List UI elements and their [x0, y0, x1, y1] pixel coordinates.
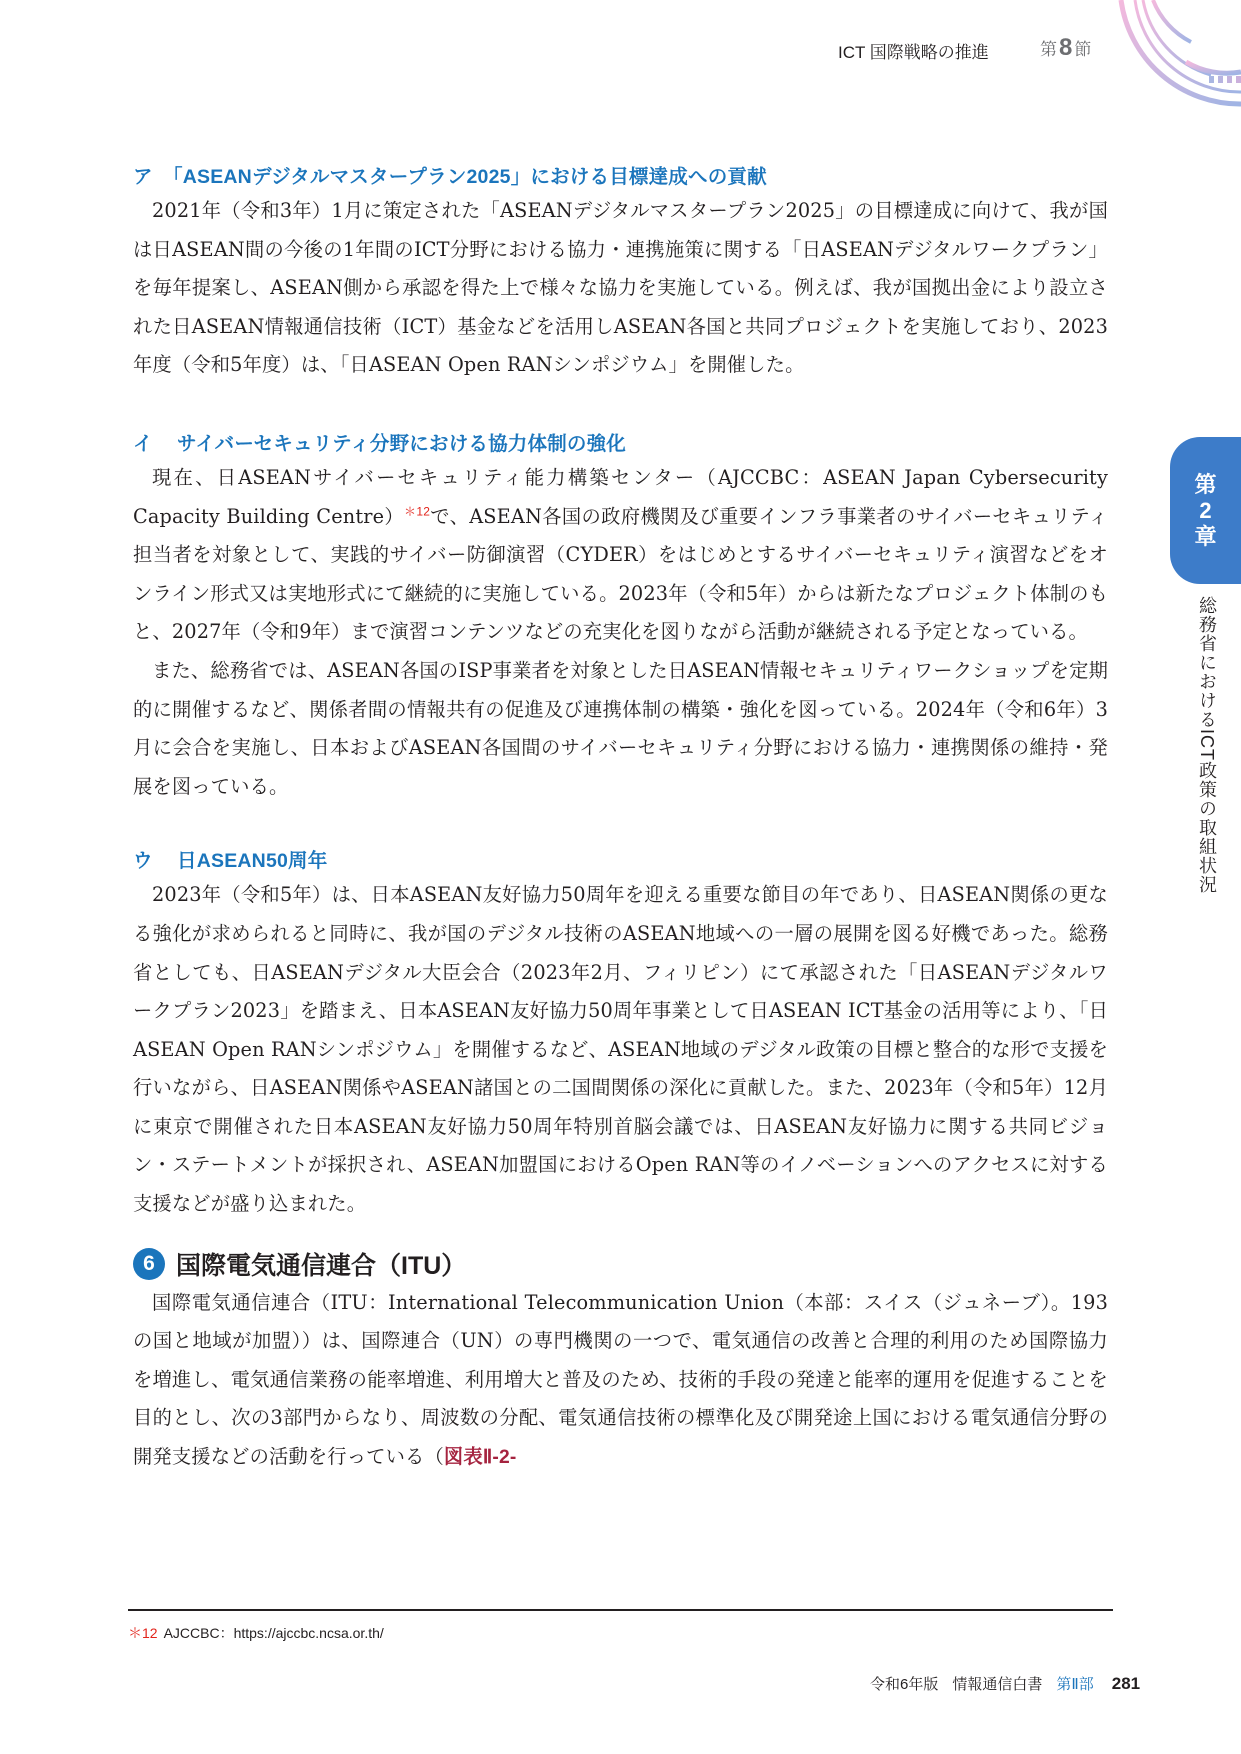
footnote-url[interactable]: AJCCBC：https://ajccbc.ncsa.or.th/ [163, 1625, 384, 1641]
running-title: ICT 国際戦略の推進 [838, 43, 989, 62]
chapter-side-title: 総務省におけるICT政策の取組状況 [1197, 596, 1217, 894]
decorative-arc-graphic [1091, 0, 1241, 110]
subsection-heading-a: ア 「ASEANデジタルマスタープラン2025」における目標達成への貢献 [133, 166, 767, 188]
paragraph-asean-50th: 2023年（令和5年）は、日本ASEAN友好協力50周年を迎える重要な節目の年であり、日ASEAN関係の更なる強化が求められると同時に、我が国のデジタル技術のASEAN地域への一層の展開を図る好機であった。総務省としても、日ASEANデジタル大臣会合（2023年2月、フィリピン）にて承認された「日ASEANデジタルワークプラン2023」を踏まえ、日本ASEAN友好協力50周年事業として日ASEAN ICT基金の活用等により、「日ASEAN Open RANシンポジウム」を開催するなど、ASEAN地域のデジタル政策の目標と整合的な形で支援を行いながら、日ASEAN関係やASEAN諸国との二国間関係の深化に貢献した。また、2023年（令和5年）12月に東京で開催された日本ASEAN友好協力50周年特別首脳会議では、日ASEAN友好協力に関する共同ビジョン・ステートメントが採択され、ASEAN加盟国におけるOpen RAN等のイノベーションへのアクセスに対する支援などが盛り込まれた。 [133, 883, 1108, 1216]
page-number: 281 [1111, 1674, 1141, 1693]
paragraph-isp-workshop: また、総務省では、ASEAN各国のISP事業者を対象とした日ASEAN情報セキュリティワークショップを定期的に開催するなど、関係者間の情報共有の促進及び連携体制の構築・強化を図っている。2024年（令和6年）3月に会合を実施し、日本およびASEAN各国間のサイバーセキュリティ分野における協力・連携関係の維持・発展を図っている。 [133, 658, 1108, 798]
main-content [133, 162, 1108, 1478]
figure-reference-link[interactable]: 図表Ⅱ-2- [443, 1447, 517, 1469]
subsection-heading-i: イ サイバーセキュリティ分野における協力体制の強化 [133, 432, 627, 455]
footnote-12: ＊12 AJCCBC：https://ajccbc.ncsa.or.th/ [128, 1625, 384, 1641]
footnote-divider [128, 1609, 1113, 1611]
page-footer: 令和6年版 情報通信白書 第Ⅱ部 281 [870, 1674, 1141, 1693]
section-heading-itu: 6 国際電気通信連合（ITU） [133, 1246, 1108, 1282]
chapter-tab[interactable]: 第 2 章 [1170, 437, 1241, 584]
subsection-heading-u: ウ 日ASEAN50周年 [133, 850, 328, 873]
paragraph-asean-masterplan: 2021年（令和3年）1月に策定された「ASEANデジタルマスタープラン2025」の目標達成に向けて、我が国は日ASEAN間の今後の1年間のICT分野における協力・連携施策に関する「日ASEANデジタルワークプラン」を毎年提案し、ASEAN側から承認を得た上で様々な協力を実施している。例えば、我が国拠出金により設立された日ASEAN情報通信技術（ICT）基金などを活用しASEAN各国と共同プロジェクトを実施しており、2023年度（令和5年度）は、「日ASEAN Open RANシンポジウム」を開催した。 [133, 199, 1108, 377]
footnote-ref-12[interactable]: ＊12 [404, 504, 431, 519]
section-number: 第8 節 [1040, 34, 1092, 61]
paragraph-ajccbc: 現在、日ASEANサイバーセキュリティ能力構築センター（AJCCBC：ASEAN Japan Cybersecurity Capacity Building Centre）$^{*12}$で、ASEAN各国の政府機関及び重要インフラ事業者のサイバーセキュリティ担当者を対象として、実践的サイバー防御演習（CYDER）をはじめとするサイバーセキュリティ演習などをオンライン形式又は実地形式にて継続的に実施している。2023年（令和5年）からは新たなプロジェクト体制のもと、2027年（令和9年）まで演習コンテンツなどの充実化を図りながら活動が継続される予定となっている。 [133, 465, 1108, 644]
paragraph-itu: 国際電気通信連合（ITU：International Telecommunication Union（本部：スイス（ジュネーブ）。193の国と地域が加盟））は、国際連合（UN）の専門機関の一つで、電気通信の改善と合理的利用のため国際協力を増進し、電気通信業務の能率増進、利用増大と普及のため、技術的手段の発達と能率的運用を促進することを目的とし、次の3部門からなり、周波数の分配、電気通信技術の標準化及び開発途上国における電気通信分野の開発支援などの活動を行っている（図表Ⅱ-2- [133, 1290, 1108, 1469]
section-number-badge: 6 [133, 1248, 165, 1280]
